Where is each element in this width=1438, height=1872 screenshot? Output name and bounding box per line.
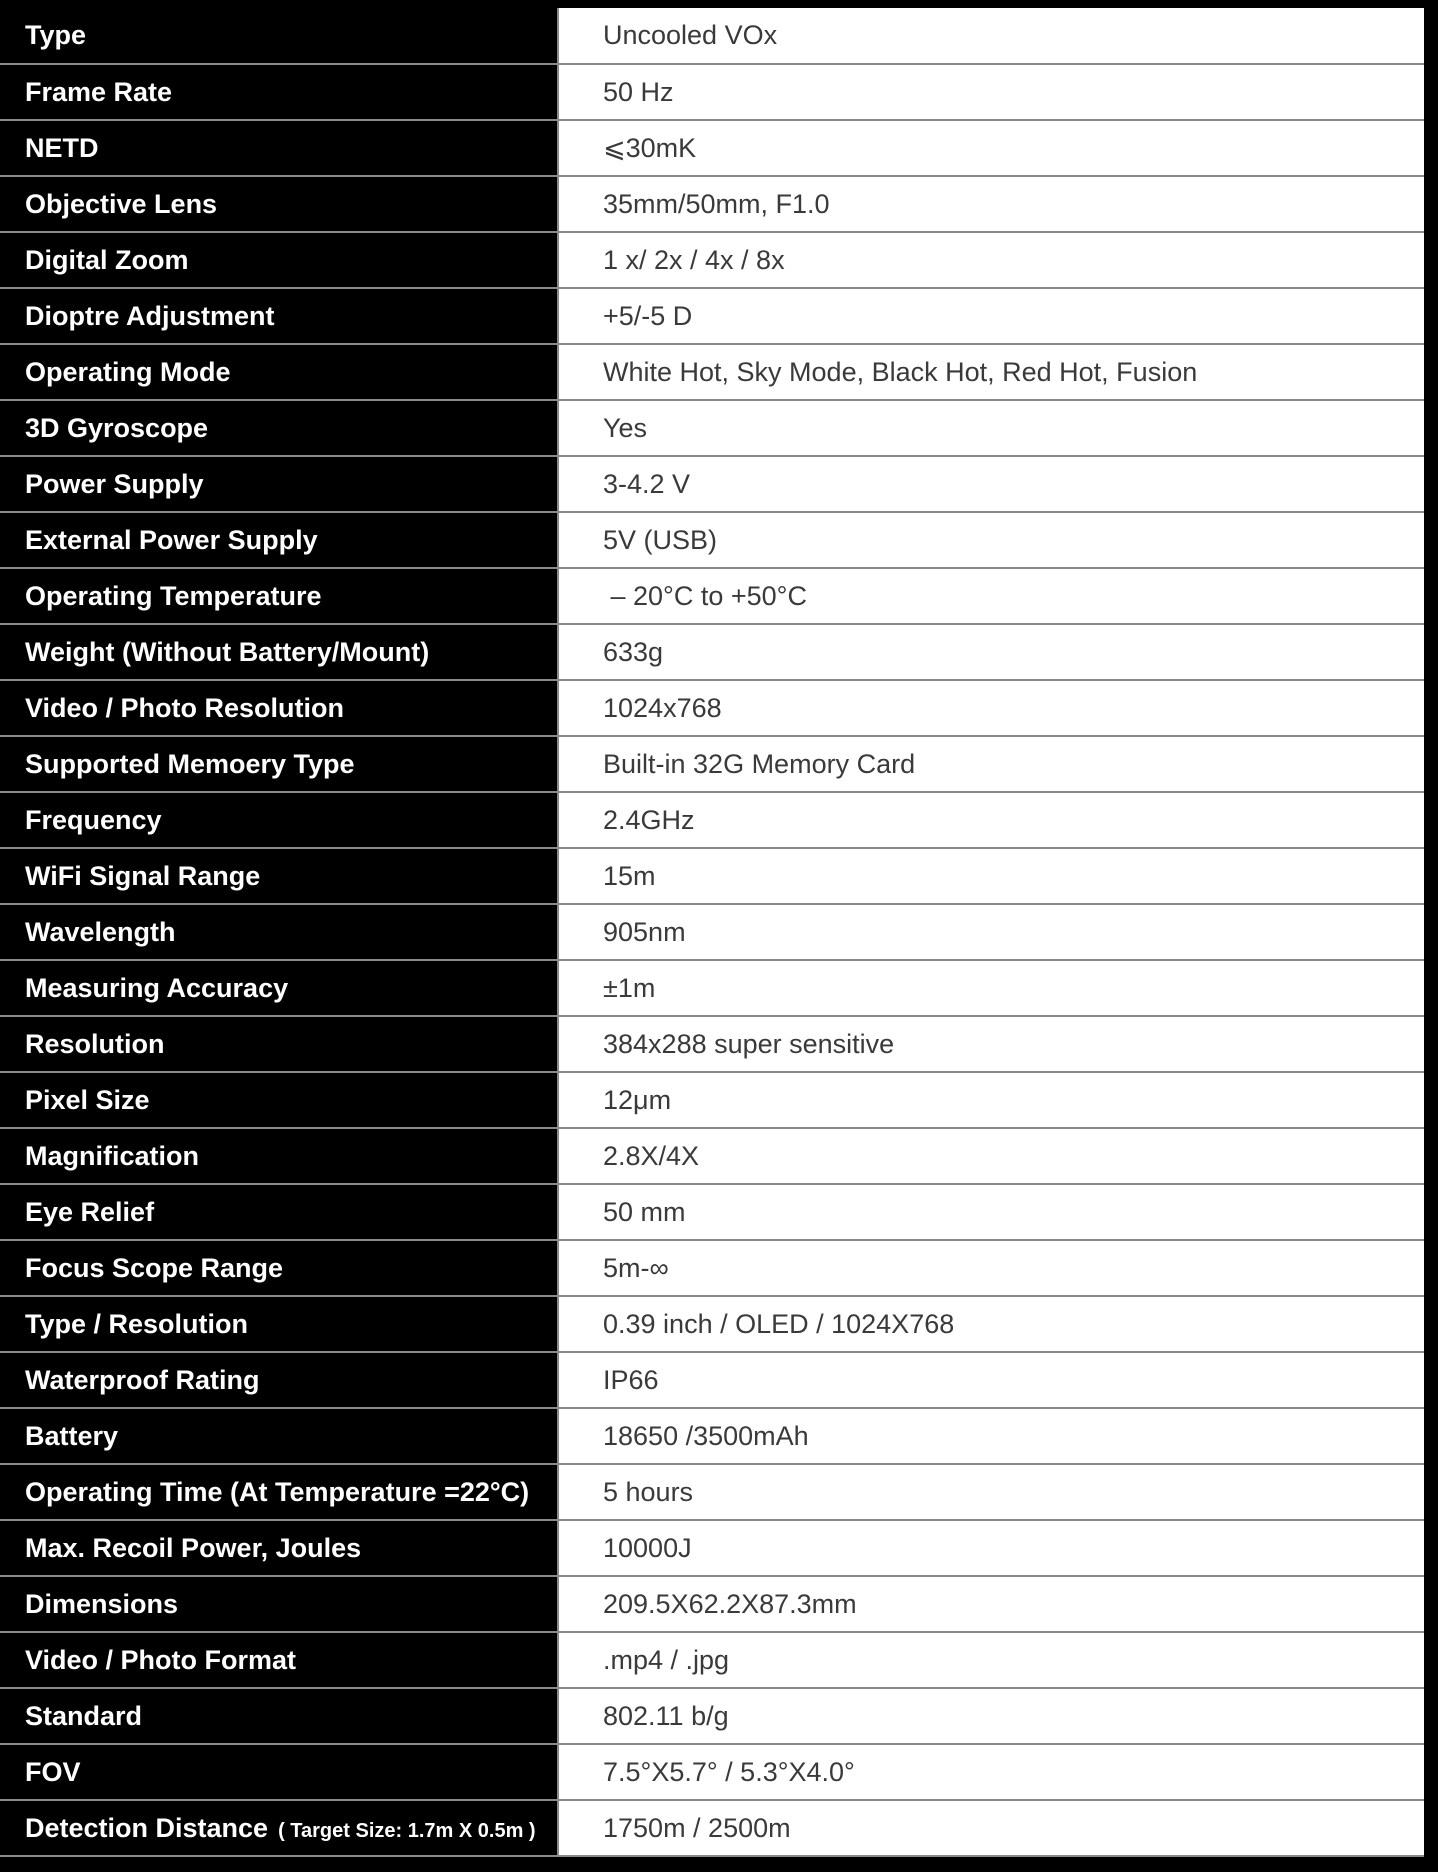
spec-label-cell xyxy=(0,1632,558,1688)
spec-label-cell xyxy=(0,288,558,344)
spec-value-cell xyxy=(558,680,1424,736)
spec-label: Power Supply xyxy=(25,468,204,499)
spec-label-cell xyxy=(0,960,558,1016)
spec-row xyxy=(0,1464,1424,1520)
spec-row xyxy=(0,1408,1424,1464)
spec-value: 1024x768 xyxy=(603,692,722,723)
spec-value: 12μm xyxy=(603,1084,672,1115)
spec-label-cell xyxy=(0,1464,558,1520)
spec-value: 384x288 super sensitive xyxy=(603,1028,895,1059)
spec-label: Digital Zoom xyxy=(25,244,189,275)
spec-row xyxy=(0,400,1424,456)
spec-value: 5V (USB) xyxy=(603,524,718,555)
spec-label: Measuring Accuracy xyxy=(25,972,289,1003)
spec-label: Detection Distance xyxy=(25,1812,269,1843)
spec-label-cell xyxy=(0,1688,558,1744)
spec-value: ±1m xyxy=(603,972,656,1003)
spec-value-cell xyxy=(558,1688,1424,1744)
spec-label: Dimensions xyxy=(25,1588,179,1619)
spec-row xyxy=(0,1800,1424,1856)
spec-value-cell xyxy=(558,1352,1424,1408)
spec-label-cell xyxy=(0,64,558,120)
spec-label: 3D Gyroscope xyxy=(25,412,209,443)
spec-row xyxy=(0,456,1424,512)
spec-value-cell xyxy=(558,1520,1424,1576)
spec-value-cell xyxy=(558,848,1424,904)
spec-row xyxy=(0,176,1424,232)
spec-label: Battery xyxy=(25,1420,119,1451)
spec-row xyxy=(0,512,1424,568)
spec-table xyxy=(0,8,1424,1857)
spec-value: 802.11 b/g xyxy=(603,1700,729,1731)
spec-label: Eye Relief xyxy=(25,1196,155,1227)
spec-label-cell xyxy=(0,1800,558,1856)
spec-label-cell xyxy=(0,1744,558,1800)
spec-value-cell xyxy=(558,1632,1424,1688)
spec-row xyxy=(0,1576,1424,1632)
spec-value: 209.5X62.2X87.3mm xyxy=(603,1588,857,1619)
spec-value: IP66 xyxy=(603,1364,659,1395)
spec-value-cell xyxy=(558,1016,1424,1072)
spec-label: Standard xyxy=(25,1700,143,1731)
spec-value: 18650 /3500mAh xyxy=(603,1420,809,1451)
spec-row xyxy=(0,1632,1424,1688)
spec-label-cell xyxy=(0,1408,558,1464)
spec-label-cell xyxy=(0,792,558,848)
spec-label-cell xyxy=(0,1352,558,1408)
spec-label-cell xyxy=(0,512,558,568)
spec-label: Operating Time (At Temperature =22°C) xyxy=(25,1476,530,1507)
spec-value: 3-4.2 V xyxy=(603,468,691,499)
spec-label: Frame Rate xyxy=(25,76,173,107)
spec-label-cell xyxy=(0,176,558,232)
spec-value-cell xyxy=(558,456,1424,512)
spec-row xyxy=(0,960,1424,1016)
spec-label: Pixel Size xyxy=(25,1084,150,1115)
spec-label-cell xyxy=(0,1072,558,1128)
spec-label: Operating Temperature xyxy=(25,580,322,611)
spec-value-cell xyxy=(558,624,1424,680)
spec-value: 1750m / 2500m xyxy=(603,1812,791,1843)
spec-row xyxy=(0,1688,1424,1744)
spec-value: 905nm xyxy=(603,916,686,947)
spec-value: Uncooled VOx xyxy=(603,20,778,50)
spec-value-cell xyxy=(558,1464,1424,1520)
spec-value: Built-in 32G Memory Card xyxy=(603,748,916,779)
spec-label: Type / Resolution xyxy=(25,1308,249,1339)
spec-value-cell xyxy=(558,1128,1424,1184)
spec-value-cell xyxy=(558,1744,1424,1800)
spec-row xyxy=(0,64,1424,120)
spec-table-body xyxy=(0,8,1424,1856)
spec-label-cell xyxy=(0,736,558,792)
spec-row xyxy=(0,1016,1424,1072)
spec-value-cell xyxy=(558,1800,1424,1856)
spec-label: Focus Scope Range xyxy=(25,1252,284,1283)
spec-value: 35mm/50mm, F1.0 xyxy=(603,188,830,219)
spec-label: Video / Photo Format xyxy=(25,1644,297,1675)
spec-value-cell xyxy=(558,1296,1424,1352)
spec-value-cell xyxy=(558,64,1424,120)
spec-row xyxy=(0,1128,1424,1184)
spec-value: 5m-∞ xyxy=(603,1252,669,1283)
spec-label: Supported Memoery Type xyxy=(25,748,355,779)
spec-value: – 20°C to +50°C xyxy=(603,580,807,611)
spec-value: 15m xyxy=(603,860,656,891)
spec-row xyxy=(0,1520,1424,1576)
spec-value: 1 x/ 2x / 4x / 8x xyxy=(603,244,785,275)
spec-row xyxy=(0,288,1424,344)
spec-value: 50 mm xyxy=(603,1196,686,1227)
spec-label-cell xyxy=(0,120,558,176)
spec-row xyxy=(0,1352,1424,1408)
spec-label: Wavelength xyxy=(25,916,176,947)
spec-label-cell xyxy=(0,1128,558,1184)
spec-row xyxy=(0,8,1424,64)
spec-value-cell xyxy=(558,512,1424,568)
spec-label: External Power Supply xyxy=(25,524,318,555)
spec-value-cell xyxy=(558,792,1424,848)
spec-row xyxy=(0,624,1424,680)
spec-value: 2.4GHz xyxy=(603,804,695,835)
spec-value: 7.5°X5.7° / 5.3°X4.0° xyxy=(603,1756,855,1787)
spec-label-cell xyxy=(0,1184,558,1240)
spec-value: 5 hours xyxy=(603,1476,694,1507)
spec-label: Max. Recoil Power, Joules xyxy=(25,1532,362,1563)
spec-label: Resolution xyxy=(25,1028,165,1059)
spec-value-cell xyxy=(558,400,1424,456)
spec-value-cell xyxy=(558,1576,1424,1632)
spec-value: 2.8X/4X xyxy=(603,1140,700,1171)
spec-row xyxy=(0,1296,1424,1352)
spec-label-cell xyxy=(0,568,558,624)
spec-value-cell xyxy=(558,232,1424,288)
spec-label-cell xyxy=(0,624,558,680)
spec-label: Waterproof Rating xyxy=(25,1364,260,1395)
spec-label: FOV xyxy=(25,1756,81,1787)
spec-value: 50 Hz xyxy=(603,76,674,107)
spec-label: Objective Lens xyxy=(25,188,218,219)
spec-row xyxy=(0,1184,1424,1240)
spec-value: 10000J xyxy=(603,1532,692,1563)
spec-value-cell xyxy=(558,120,1424,176)
spec-row xyxy=(0,1072,1424,1128)
spec-label-cell xyxy=(0,1296,558,1352)
spec-row xyxy=(0,120,1424,176)
spec-row xyxy=(0,680,1424,736)
spec-value-cell xyxy=(558,288,1424,344)
spec-label: Video / Photo Resolution xyxy=(25,692,345,723)
spec-value-cell xyxy=(558,1184,1424,1240)
spec-label: Magnification xyxy=(25,1140,199,1171)
spec-label: WiFi Signal Range xyxy=(25,860,261,891)
spec-label-cell xyxy=(0,344,558,400)
spec-row xyxy=(0,792,1424,848)
spec-label-cell xyxy=(0,1576,558,1632)
spec-label-cell xyxy=(0,1240,558,1296)
spec-label-cell xyxy=(0,400,558,456)
spec-label: Type xyxy=(25,20,87,50)
spec-row xyxy=(0,1744,1424,1800)
spec-value-cell xyxy=(558,736,1424,792)
spec-value-cell xyxy=(558,176,1424,232)
spec-label-cell xyxy=(0,1016,558,1072)
spec-value-cell xyxy=(558,568,1424,624)
spec-value: Yes xyxy=(603,412,648,443)
spec-label-cell xyxy=(0,456,558,512)
spec-label-cell xyxy=(0,680,558,736)
spec-row xyxy=(0,904,1424,960)
spec-label: Operating Mode xyxy=(25,356,231,387)
spec-value: White Hot, Sky Mode, Black Hot, Red Hot, Fusion xyxy=(603,356,1198,387)
spec-row xyxy=(0,344,1424,400)
spec-label-cell xyxy=(0,904,558,960)
spec-label: Weight (Without Battery/Mount) xyxy=(25,636,430,667)
spec-label-note: ( Target Size: 1.7m X 0.5m ) xyxy=(278,1819,536,1842)
spec-row xyxy=(0,1240,1424,1296)
spec-label: NETD xyxy=(25,132,99,163)
spec-value: +5/-5 D xyxy=(603,300,693,331)
spec-row xyxy=(0,232,1424,288)
spec-value: ⩽30mK xyxy=(603,132,697,163)
spec-label-cell xyxy=(0,232,558,288)
spec-value: .mp4 / .jpg xyxy=(603,1644,730,1675)
spec-row xyxy=(0,568,1424,624)
spec-label-cell xyxy=(0,8,558,64)
spec-value-cell xyxy=(558,1408,1424,1464)
spec-value-cell xyxy=(558,8,1424,64)
spec-value: 0.39 inch / OLED / 1024X768 xyxy=(603,1308,955,1339)
spec-value-cell xyxy=(558,1072,1424,1128)
spec-value-cell xyxy=(558,344,1424,400)
spec-value: 633g xyxy=(603,636,664,667)
spec-label: Frequency xyxy=(25,804,162,835)
spec-label-cell xyxy=(0,848,558,904)
spec-value-cell xyxy=(558,904,1424,960)
spec-value-cell xyxy=(558,1240,1424,1296)
spec-row xyxy=(0,736,1424,792)
spec-value-cell xyxy=(558,960,1424,1016)
spec-label-cell xyxy=(0,1520,558,1576)
spec-row xyxy=(0,848,1424,904)
spec-label: Dioptre Adjustment xyxy=(25,300,275,331)
